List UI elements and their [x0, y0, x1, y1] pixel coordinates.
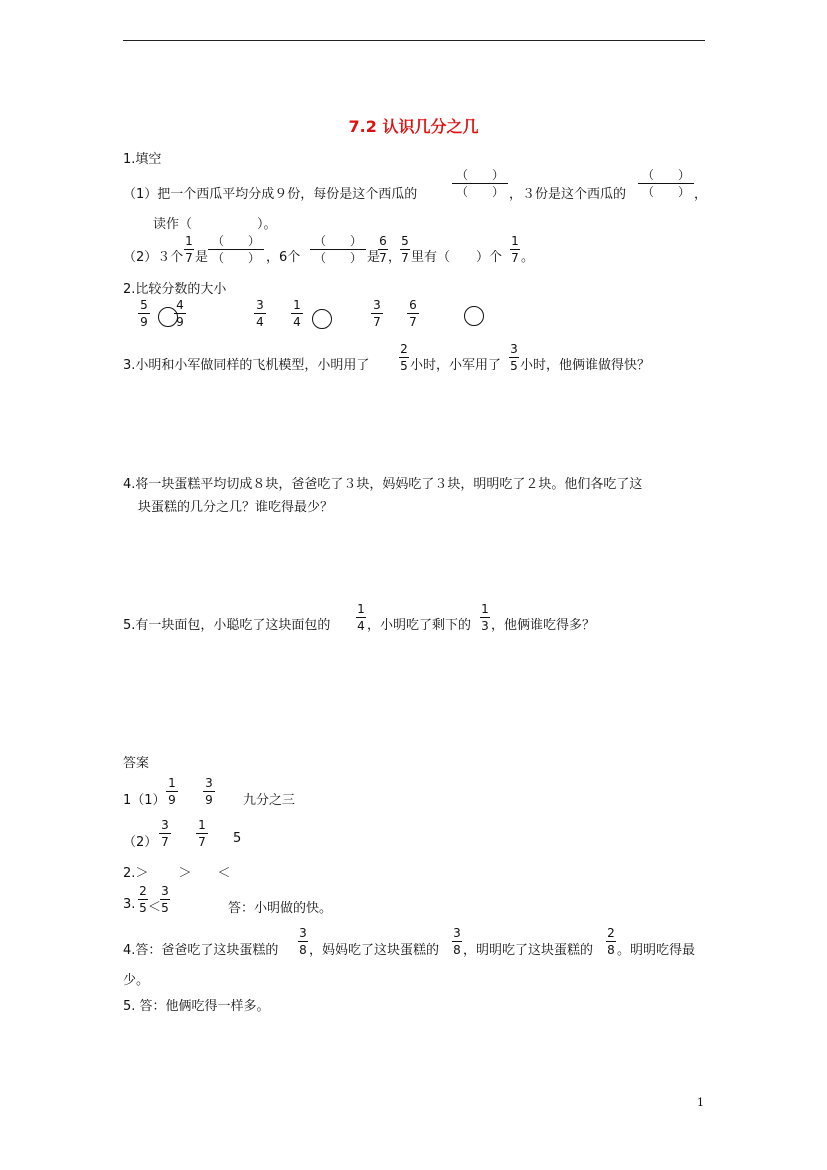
q3-text-c: 小时，他俩谁做得快？: [520, 358, 651, 373]
answers-heading: 答案: [123, 756, 150, 771]
fraction-numerator: 5: [140, 298, 148, 312]
fraction-denominator: 9: [168, 793, 176, 807]
fraction-denominator: 4: [293, 315, 301, 329]
answer-5-text-c: ，明明吃了这块蛋糕的: [463, 943, 594, 958]
q1-p2-text-a: （2）３个: [123, 250, 184, 265]
fraction-numerator: （ ）: [455, 168, 504, 182]
fraction-numerator: 1: [198, 818, 206, 832]
q1-p1-blank-fraction-2: [638, 168, 694, 199]
fraction-denominator: 5: [161, 901, 169, 915]
q1-p1-text-a: （1）把一个西瓜平均分成９份，每份是这个西瓜的: [123, 187, 418, 202]
q2-pair2-compare-circle[interactable]: [312, 309, 332, 329]
answer-6-text: 5. 答：他俩吃得一样多。: [123, 999, 270, 1014]
page-title: 7.2 认识几分之几: [348, 117, 479, 136]
fraction-numerator: 2: [607, 926, 615, 940]
fraction-denominator: 7: [185, 251, 193, 265]
fraction-denominator: 7: [401, 251, 409, 265]
fraction-numerator: 6: [379, 234, 387, 248]
q1-p2-text-g: 。: [521, 250, 535, 265]
answer-4-less-than: ＜: [148, 900, 162, 915]
answer-1-read: 九分之三: [243, 793, 296, 808]
fraction-numerator: 3: [373, 298, 381, 312]
answer-1-fraction-3-9: [203, 776, 215, 807]
q5-fraction-1-4: [356, 602, 366, 633]
fraction-numerator: （ ）: [211, 234, 260, 248]
answer-2-fraction-1-7: [196, 818, 208, 849]
answer-1-label: 1（1）: [123, 793, 166, 808]
fraction-denominator: 7: [511, 251, 519, 265]
fraction-numerator: 3: [256, 298, 264, 312]
q1-p1-text-c: ，: [694, 187, 708, 202]
q1-p2-fraction-6-7: [378, 234, 388, 265]
q2-pair3-compare-circle[interactable]: [464, 306, 484, 326]
fraction-denominator: 4: [256, 315, 264, 329]
answer-3-comparisons: 2.＞ ＞ ＜: [123, 866, 231, 881]
q2-pair3-fraction-a: [371, 298, 383, 329]
answer-5-fraction-3-8-a: [298, 926, 308, 957]
fraction-denominator: （ ）: [211, 251, 260, 265]
fraction-numerator: 1: [481, 602, 489, 616]
q2-pair1-fraction-a: [138, 298, 150, 329]
answer-5-fraction-2-8: [606, 926, 616, 957]
answer-5-fraction-3-8-b: [452, 926, 462, 957]
q3-fraction-2-5: [399, 342, 409, 373]
fraction-denominator: 7: [409, 315, 417, 329]
q1-p2-fraction-1-7-b: [510, 234, 520, 265]
q1-heading: 1.填空: [123, 152, 162, 167]
fraction-denominator: 9: [176, 315, 184, 329]
fraction-numerator: 1: [511, 234, 519, 248]
answer-4-fraction-3-5: [160, 884, 170, 915]
fraction-denominator: 3: [481, 619, 489, 633]
q2-pair1-fraction-b: [174, 298, 186, 329]
fraction-denominator: 8: [299, 943, 307, 957]
q4-line-2: 块蛋糕的几分之几？谁吃得最少？: [138, 500, 334, 515]
q3-fraction-3-5: [509, 342, 519, 373]
fraction-numerator: 1: [293, 298, 301, 312]
q1-p1-text-b: ，３份是这个西瓜的: [509, 187, 627, 202]
answer-5-text-a: 4.答：爸爸吃了这块蛋糕的: [123, 943, 279, 958]
fraction-denominator: 5: [400, 359, 408, 373]
q4-line-1: 4.将一块蛋糕平均切成８块，爸爸吃了３块，妈妈吃了３块，明明吃了２块。他们各吃了这: [123, 477, 643, 492]
answer-5-text-d: 。明明吃得最: [617, 943, 696, 958]
q5-text-b: ，小明吃了剩下的: [367, 618, 472, 633]
fraction-denominator: 9: [205, 793, 213, 807]
fraction-denominator: 5: [139, 901, 147, 915]
fraction-denominator: 7: [379, 251, 387, 265]
fraction-denominator: 8: [453, 943, 461, 957]
fraction-denominator: （ ）: [313, 251, 362, 265]
q1-p2-text-b: 是: [195, 250, 209, 265]
fraction-numerator: 3: [510, 342, 518, 356]
fraction-numerator: 2: [400, 342, 408, 356]
answer-2-number: 5: [233, 831, 242, 846]
fraction-denominator: 7: [198, 835, 206, 849]
answer-4-label: 3.: [123, 897, 136, 912]
q1-p2-blank-fraction-2: [310, 234, 366, 265]
answer-4-fraction-2-5: [138, 884, 148, 915]
answer-2-fraction-3-7: [159, 818, 171, 849]
fraction-denominator: 4: [357, 619, 365, 633]
answer-1-fraction-1-9: [166, 776, 178, 807]
fraction-numerator: 4: [176, 298, 184, 312]
q1-p2-text-f: 里有（ ）个: [411, 250, 503, 265]
fraction-numerator: 5: [401, 234, 409, 248]
q5-text-c: ，他俩谁吃得多？: [491, 618, 596, 633]
fraction-numerator: （ ）: [641, 168, 690, 182]
fraction-denominator: 7: [161, 835, 169, 849]
fraction-numerator: 1: [185, 234, 193, 248]
q5-text-a: 5.有一块面包，小聪吃了这块面包的: [123, 618, 331, 633]
answer-4-text: 答：小明做的快。: [228, 901, 333, 916]
q2-pair3-fraction-b: [407, 298, 419, 329]
fraction-numerator: 1: [168, 776, 176, 790]
q5-fraction-1-3: [480, 602, 490, 633]
header-rule: [123, 40, 705, 41]
q1-p2-text-d: 是: [367, 250, 381, 265]
q1-p1-blank-fraction-1: [452, 168, 508, 199]
fraction-numerator: （ ）: [313, 234, 362, 248]
fraction-denominator: 5: [510, 359, 518, 373]
q3-text-a: 3.小明和小军做同样的飞机模型，小明用了: [123, 358, 370, 373]
fraction-numerator: 3: [205, 776, 213, 790]
q1-p2-blank-fraction-1: [208, 234, 264, 265]
q2-pair2-fraction-b: [291, 298, 303, 329]
answer-2-label: （2）: [123, 835, 158, 850]
fraction-numerator: 3: [161, 818, 169, 832]
answer-5-text-b: ，妈妈吃了这块蛋糕的: [309, 943, 440, 958]
fraction-numerator: 6: [409, 298, 417, 312]
fraction-denominator: （ ）: [641, 185, 690, 199]
fraction-denominator: 8: [607, 943, 615, 957]
fraction-numerator: 2: [139, 884, 147, 898]
q3-text-b: 小时，小军用了: [410, 358, 502, 373]
fraction-numerator: 1: [357, 602, 365, 616]
answer-5-line-2: 少。: [123, 973, 150, 988]
q2-pair2-fraction-a: [254, 298, 266, 329]
page-number: 1: [697, 1096, 704, 1109]
fraction-numerator: 3: [299, 926, 307, 940]
q1-p2-text-c: ，6个: [266, 250, 301, 265]
fraction-denominator: 7: [373, 315, 381, 329]
fraction-denominator: （ ）: [455, 185, 504, 199]
fraction-denominator: 9: [140, 315, 148, 329]
fraction-numerator: 3: [161, 884, 169, 898]
q1-p2-fraction-5-7: [400, 234, 410, 265]
q1-p1-read: 读作（ ）。: [153, 217, 277, 232]
fraction-numerator: 3: [453, 926, 461, 940]
q1-p2-text-e: ，: [388, 250, 402, 265]
q1-p2-fraction-1-7: [184, 234, 194, 265]
q2-heading: 2.比较分数的大小: [123, 282, 227, 297]
